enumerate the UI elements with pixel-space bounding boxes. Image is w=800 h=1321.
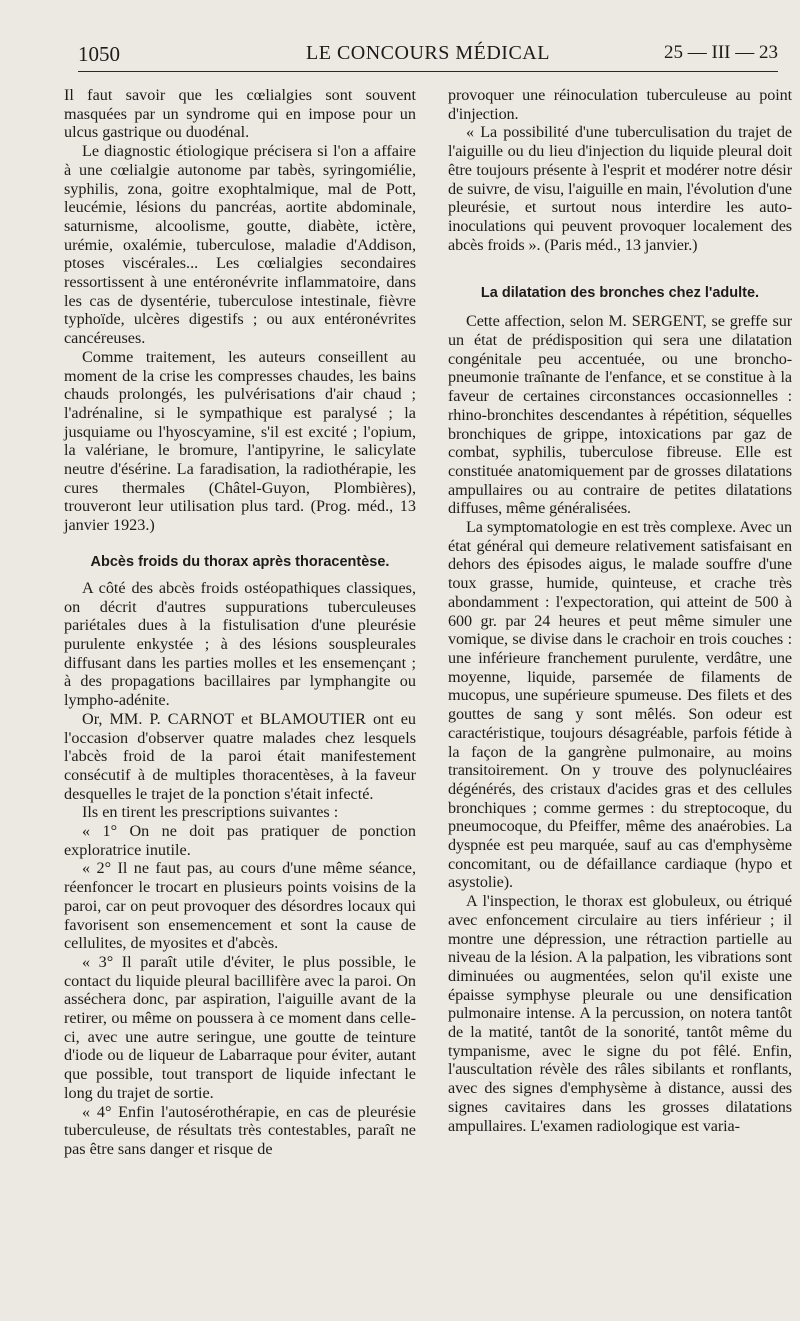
paragraph: La symptomatologie en est très complexe. Avec un état général qui demeure relativement satisfaisant en dehors des épisodes aigus, le malade souffre d'une toux grasse, humide, quinteuse, et crache très abondamment : l'expectoration, qui atteint de 500 à 600 gr. par 24 heures et peut même simuler une vomique, se divise dans le crachoir en trois couches : une inférieure franchement purulente, verdâtre, une moyenne, liquide, parsemée de filaments de mucopus, une supérieure spumeuse. Des filets et des gouttes de sang y sont mêlés. Son odeur est caractéristique, toujours désagréable, parfois fétide à la façon de la gangrène pulmonaire, au moins transitoirement. On y trouve des polynucléaires dégénérés, des cristaux d'acides gras et des cellules bronchiques ; comme germes : du streptocoque, du pneumocoque, du Pfeiffer, même des anaérobies. La dyspnée est peu marquée, sauf au cas d'emphysème concomitant, ou de défaillance cardiaque (hypo et asystolie). [448,518,792,892]
issue-date: 25 — III — 23 [664,42,778,63]
paragraph: « La possibilité d'une tuberculisation du trajet de l'aiguille ou du lieu d'injection du liquide pleural doit être toujours présente à l'esprit et modérer notre désir de suivre, de visu, l'aiguille en main, l'évolution d'une pleurésie, et surtout nous interdire les auto-inoculations qui peuvent provoquer localement des abcès froids ». (Paris méd., 13 janvier.) [448,123,792,254]
paragraph: « 2° Il ne faut pas, au cours d'une même séance, réenfoncer le trocart en plusieurs points voisins de la paroi, car on peut provoquer des désordres locaux qui favorisent son ensemencement et sont la cause de cellulites, de myosites et d'abcès. [64,859,416,953]
paragraph: A l'inspection, le thorax est globuleux, ou étriqué avec enfoncement circulaire au tiers inférieur ; il montre une dépression, une rétraction partielle au niveau de la lésion. A la palpation, les vibrations sont diminuées ou augmentées, selon qu'il existe une épaisse symphyse pleurale ou une densification pulmonaire intense. A la percussion, on notera tantôt de la matité, tantôt de la sonorité, tantôt même du tympanisme, avec le signe du pot fêlé. Enfin, l'auscultation révèle des râles sibilants et ronflants, avec des signes d'emphysème à distance, aussi des signes cavitaires dans les grosses dilatations ampullaires. L'examen radiologique est varia- [448,892,792,1135]
paragraph: Il faut savoir que les cœlialgies sont souvent masquées par un syndrome qui en impose pour un ulcus gastrique ou duodénal. [64,86,416,142]
paragraph: Ils en tirent les prescriptions suivantes : [82,803,339,822]
paragraph: Comme traitement, les auteurs conseillent au moment de la crise les compresses chaudes, les bains chauds prolongés, les pulvérisations d'air chaud ; l'adrénaline, si le sympathique est paralysé ; la jusquiame ou l'hyoscyamine, s'il est excité ; l'opium, la valériane, le bromure, l'antipyrine, le salicylate neutre d'ésérine. La faradisation, la radiothérapie, les cures thermales (Châtel-Guyon, Plombières), trouveront leur utilisation plus tard. (Prog. méd., 13 janvier 1923.) [64,347,416,535]
paragraph: « 4° Enfin l'autosérothérapie, en cas de pleurésie tuberculeuse, de résultats très contestables, paraît ne pas être sans danger et risque de [64,1102,416,1158]
left-column [64,86,416,1159]
paragraph: Le diagnostic étiologique précisera si l'on a affaire à une cœlialgie autonome par tabès, syringomiélie, syphilis, zona, goitre exophtalmique, mal de Pott, leucémie, lésions du pancréas, aortite abdominale, saturnisme, alcoolisme, goutte, diabète, ictère, urémie, oxalémie, tuberculose, maladie d'Addison, ptoses viscérales... Les cœlialgies secondaires ressortissent à une entéronévrite inflammatoire, dans les cas de dysentérie, tuberculose intestinale, fièvre typhoïde, ulcères digestifs ; ou aux entéronévrites cancéreuses. [64,142,416,348]
header-rule [78,71,778,72]
right-column [448,86,792,1135]
section-title: La dilatation des bronches chez l'adulte. [480,285,760,302]
paragraph: Or, MM. P. CARNOT et BLAMOUTIER ont eu l'occasion d'observer quatre malades chez lesquels l'abcès froid de la paroi était manifestement consécutif à de multiples thoracentèses, à la faveur desquelles le trajet de la ponction s'était infecté. [64,709,416,803]
paragraph: A côté des abcès froids ostéopathiques classiques, on décrit d'autres suppurations tuberculeuses pariétales dues à la fistulisation d'une pleurésie purulente enkystée ; à des lésions souspleurales diffusant dans les parties molles et les ensemençant ; à des propagations bacillaires par lymphangite ou lympho-adénite. [64,578,416,710]
paragraph: « 3° Il paraît utile d'éviter, le plus possible, le contact du liquide pleural bacillifère avec la paroi. On asséchera donc, par aspiration, l'aiguille avant de la retirer, ou même on poussera à ce moment dans celle-ci, avec une autre seringue, une goutte de teinture d'iode ou de liqueur de Labarraque pour éviter, autant que possible, tout transport de liquide infectant le long du trajet de sortie. [64,952,416,1102]
journal-title: LE CONCOURS MÉDICAL [306,42,550,64]
section-title: Abcès froids du thorax après thoracentèse. [90,553,390,570]
paragraph: Cette affection, selon M. SERGENT, se greffe sur un état de prédisposition qui sera une dilatation congénitale peu accentuée, ou une broncho-pneumonie traînante de l'enfance, et se constitue à la faveur de certaines circonstances occasionnelles : rhino-bronchites descendantes à répétition, séquelles bronchiques de grippe, intoxications par gaz de combat, syphilis, tuberculose fibreuse. Elle est constituée anatomiquement par de grosses dilatations ampullaires ou au contraire de petites dilatations diffuses, même généralisées. [448,312,792,518]
paragraph: provoquer une réinoculation tuberculeuse au point d'injection. [448,86,792,123]
page-header [78,42,778,70]
paragraph: « 1° On ne doit pas pratiquer de ponction exploratrice inutile. [64,822,416,859]
page-number: 1050 [78,42,120,66]
